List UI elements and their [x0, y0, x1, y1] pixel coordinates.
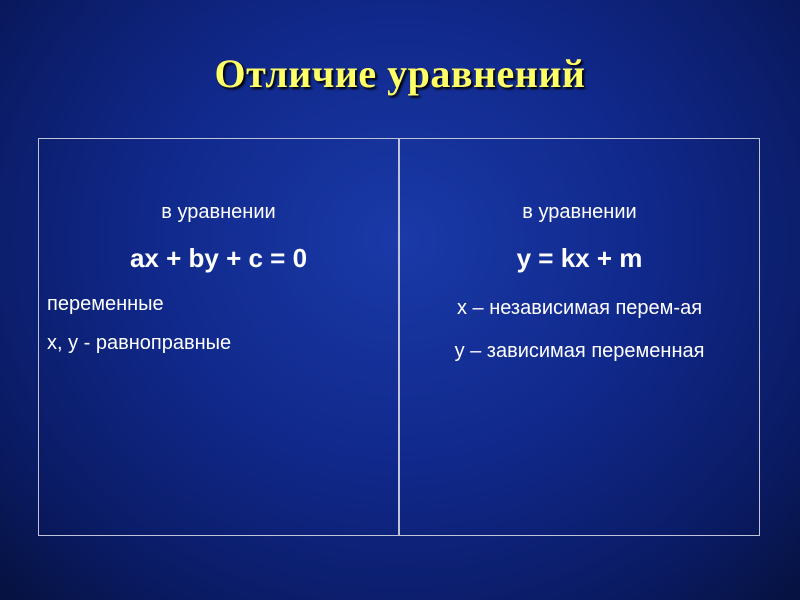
left-label: в уравнении — [161, 201, 276, 223]
right-formula: y = kx + m — [516, 243, 643, 273]
left-note-line2: х, у - равноправные — [47, 332, 232, 354]
table-cell-left — [39, 139, 400, 535]
right-label: в уравнении — [522, 201, 637, 223]
right-line2: у – зависимая переменная — [454, 340, 705, 362]
right-line1: х – независимая перем-ая — [456, 297, 703, 319]
left-note-line1: переменные — [47, 293, 164, 315]
left-formula: ax + by + c = 0 — [129, 243, 308, 273]
comparison-table — [38, 138, 760, 536]
slide-title: Отличие уравнений — [214, 51, 586, 96]
table-cell-right — [400, 139, 759, 535]
